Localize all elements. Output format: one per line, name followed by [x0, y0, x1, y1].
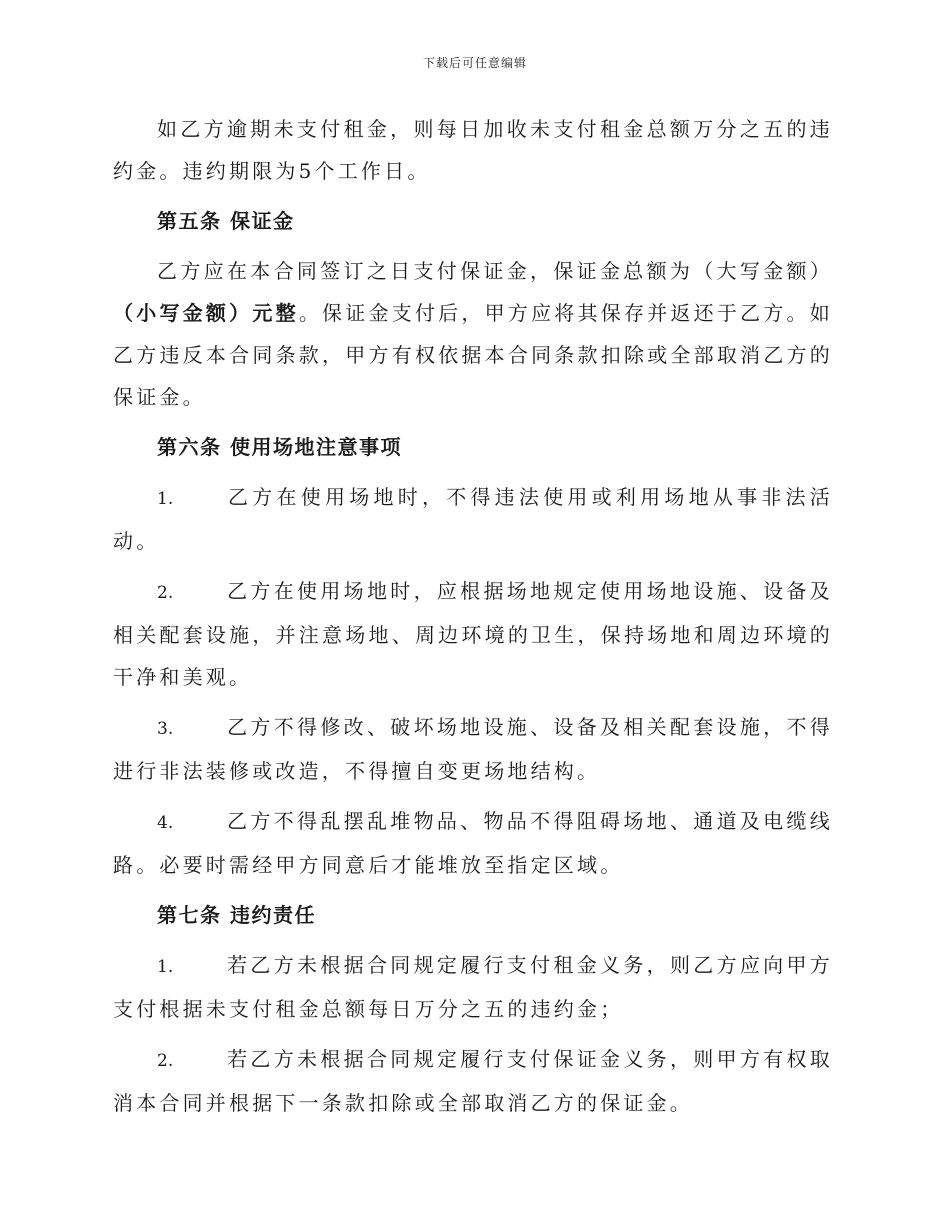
article-6-item-4 — [113, 800, 833, 886]
item-number: 1. — [157, 957, 174, 977]
item-text: 乙方在使用场地时，应根据场地规定使用场地设施、设备及相关配套设施，并注意场地、周边环境的卫生，保持场地和周边环境的干净和美观。 — [113, 579, 833, 689]
item-number: 2. — [157, 583, 174, 603]
article-5-title: 第五条 保证金 — [157, 209, 295, 233]
article-5-text-a: 乙方应在本合同签订之日支付保证金，保证金总额为（大写金额） — [157, 259, 833, 283]
article-5-paragraph — [113, 250, 833, 418]
article-6-item-1 — [113, 476, 833, 562]
item-text: 若乙方未根据合同规定履行支付租金义务，则乙方应向甲方支付根据未支付租金总额每日万分之五的违约金； — [113, 953, 833, 1021]
article-6-item-2 — [113, 570, 833, 698]
article-5-text-b: 。保证金支付后，甲方应将其保存并返还于乙方。如乙方违反本合同条款，甲方有权依据本合同条款扣除或全部取消乙方的保证金。 — [113, 301, 833, 409]
article-6-item-3 — [113, 706, 833, 792]
page-header: 下载后可任意编辑 — [422, 56, 527, 70]
article-5-text-bold: （小写金额）元整 — [113, 301, 299, 325]
item-number: 3. — [157, 719, 174, 739]
late-fee-paragraph: 如乙方逾期未支付租金，则每日加收未支付租金总额万分之五的违约金。违约期限为5个工作日。 — [113, 117, 833, 183]
article-7-title: 第七条 违约责任 — [157, 903, 316, 927]
article-7-item-2 — [113, 1038, 833, 1124]
item-text: 乙方不得乱摆乱堆物品、物品不得阻碍场地、通道及电缆线路。必要时需经甲方同意后才能堆放至指定区域。 — [113, 809, 833, 877]
item-text: 乙方不得修改、破坏场地设施、设备及相关配套设施，不得进行非法装修或改造，不得擅自变更场地结构。 — [113, 715, 833, 783]
item-number: 2. — [157, 1051, 174, 1071]
item-number: 4. — [157, 813, 174, 833]
item-number: 1. — [157, 489, 174, 509]
item-text: 若乙方未根据合同规定履行支付保证金义务，则甲方有权取消本合同并根据下一条款扣除或全部取消乙方的保证金。 — [113, 1047, 833, 1115]
document-body — [113, 108, 833, 1124]
item-text: 乙方在使用场地时，不得违法使用或利用场地从事非法活动。 — [113, 485, 833, 553]
article-7-item-1 — [113, 944, 833, 1030]
article-6-title: 第六条 使用场地注意事项 — [157, 435, 402, 459]
